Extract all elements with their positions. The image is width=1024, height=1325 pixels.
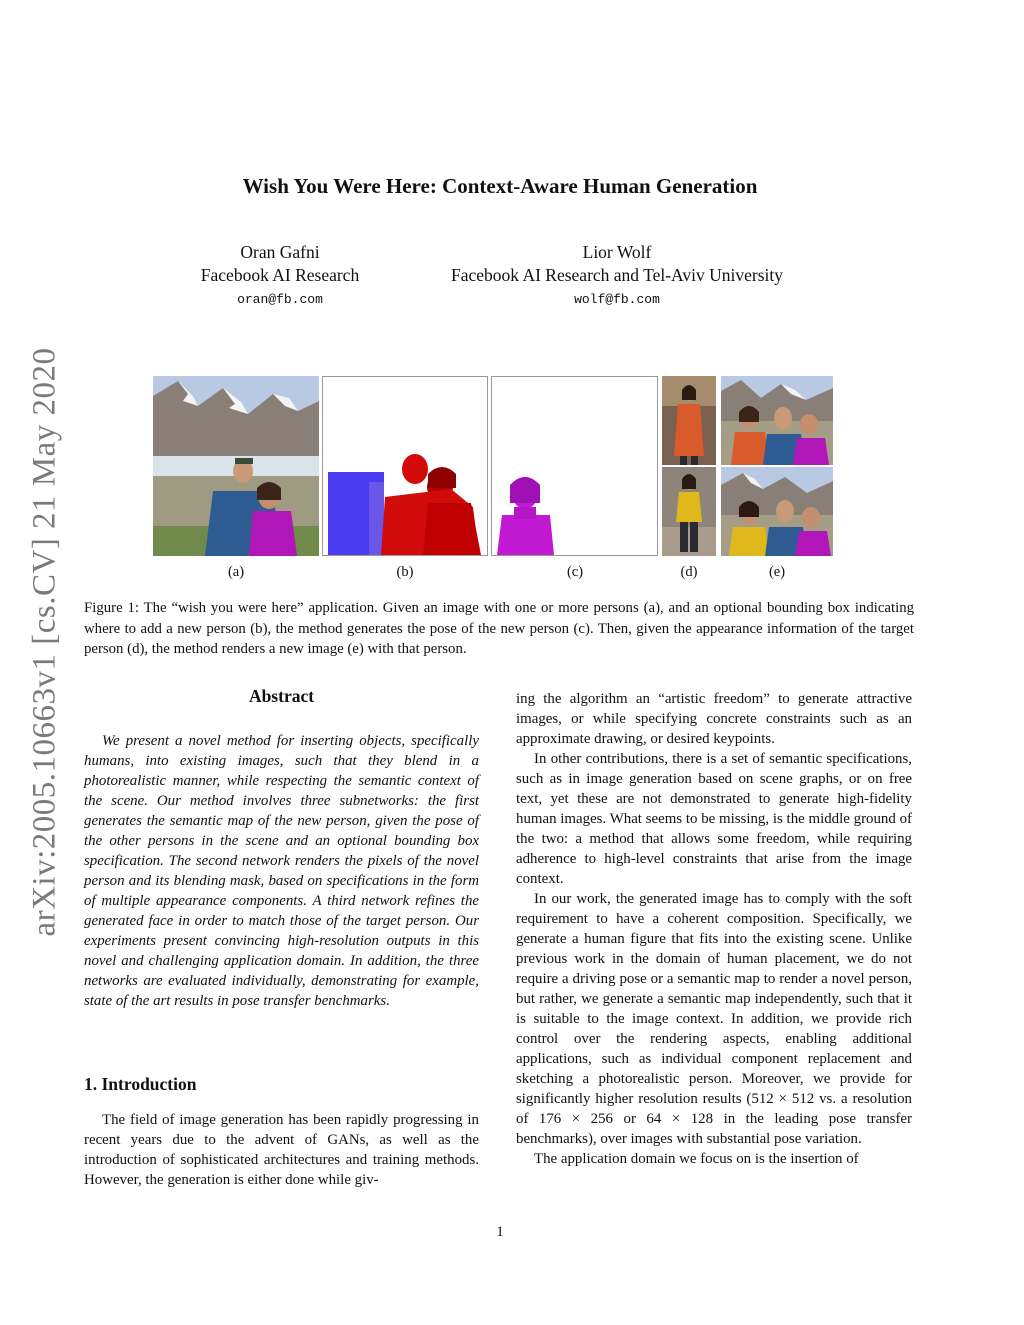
- figure-panel-b-semantic-map: [322, 376, 488, 556]
- author-affiliation: Facebook AI Research: [200, 265, 360, 285]
- subfigure-label-e: (e): [768, 564, 786, 580]
- figure-panel-e-output-2: [721, 467, 833, 556]
- abstract-text: We present a novel method for inserting objects, specifically humans, into existing images, such that they blend in a photorealistic manner, while respecting the semantic context of the scene. Our method involves three subnetworks: the first generates the semantic map of the new person, given the pose of the other persons in the scene and an optional bounding box specification. The second network renders the pixels of the novel person and its blending mask, based on specifications in the form of multiple appearance components. A third network refines the generated face in order to match those of the target person. Our experiments present convincing high-resolution outputs in this novel and challenging application domain. In addition, the three networks are evaluated individually, demonstrating for example, state of the art results in pose transfer benchmarks.: [84, 733, 479, 1009]
- figure-caption: Figure 1: The “wish you were here” application. Given an image with one or more persons (a), and an optional bounding box indicating where to add a new person (b), the method generates the pose of the new person (c). Then, given the appearance information of the target person (d), the method renders a new image (e) with that person.: [84, 600, 914, 657]
- subfigure-label-b: (b): [396, 564, 414, 580]
- figure-panel-e-output-1: [721, 376, 833, 465]
- right-paragraph-continued: ing the algorithm an “artistic freedom” to generate attractive images, or while specifying concrete constraints such as an approximate drawing, or desired keypoints.: [516, 691, 912, 747]
- subfigure-label-c: (c): [566, 564, 584, 580]
- introduction-body: [84, 1110, 479, 1190]
- author-affiliation: Facebook AI Research and Tel-Aviv University: [451, 265, 783, 285]
- figure-panel-a-input-photo: [153, 376, 319, 556]
- right-paragraph-3: In our work, the generated image has to comply with the soft requirement to have a coherent composition. Specifically, we generate a human figure that fits into the existing scene. Unlike previous work in the domain of human placement, we do not require a driving pose or a semantic map to render a novel person, but rather, we generate a semantic map independently, such that it is suitable to the image context. In addition, we provide rich control over the rendering aspects, enabling additional applications, such as individual component replacement and sketching a photorealistic person. Moreover, we provide for significantly higher resolution results (512 × 512 vs. a resolution of 176 × 256 or 64 × 128 in the leading pose transfer benchmarks), over images with substantial pose variation.: [516, 891, 912, 1147]
- page-number: 1: [496, 1224, 504, 1240]
- right-paragraph-4: The application domain we focus on is the insertion of: [534, 1151, 859, 1167]
- paper-title: Wish You Were Here: Context-Aware Human Generation: [242, 174, 758, 198]
- figure-panel-d-appearance-2: [662, 467, 716, 556]
- abstract-heading: Abstract: [248, 686, 315, 706]
- arxiv-identifier: arXiv:2005.10663v1 [cs.CV] 21 May 2020: [26, 347, 63, 937]
- subfigure-label-d: (d): [680, 564, 698, 580]
- introduction-heading: 1. Introduction: [84, 1074, 197, 1094]
- figure-panel-c-generated-pose: [491, 376, 658, 556]
- author-block-1: [180, 241, 380, 313]
- author-name: Lior Wolf: [582, 242, 652, 262]
- author-email[interactable]: wolf@fb.com: [574, 292, 660, 307]
- author-name: Oran Gafni: [240, 242, 320, 262]
- introduction-paragraph-1: The field of image generation has been rapidly progressing in recent years due to the advent of GANs, as well as the introduction of sophisticated architectures and training methods. However, the generation is either done while giv-: [84, 1112, 479, 1188]
- right-paragraph-2: In other contributions, there is a set of semantic specifications, such as in image generation based on scene graphs, or on free text, yet these are not demonstrated to generate high-fidelity human images. What seems to be missing, is the middle ground of the two: a method that allows some freedom, while requiring adherence to high-level constraints that arise from the image context.: [516, 751, 912, 887]
- author-email[interactable]: oran@fb.com: [237, 292, 323, 307]
- right-column-body: [516, 689, 912, 1169]
- abstract-body: [84, 731, 479, 1011]
- subfigure-label-a: (a): [227, 564, 245, 580]
- figure-panel-d-appearance-1: [662, 376, 716, 465]
- arxiv-sidebar: [14, 342, 76, 942]
- author-block-2: [417, 241, 817, 313]
